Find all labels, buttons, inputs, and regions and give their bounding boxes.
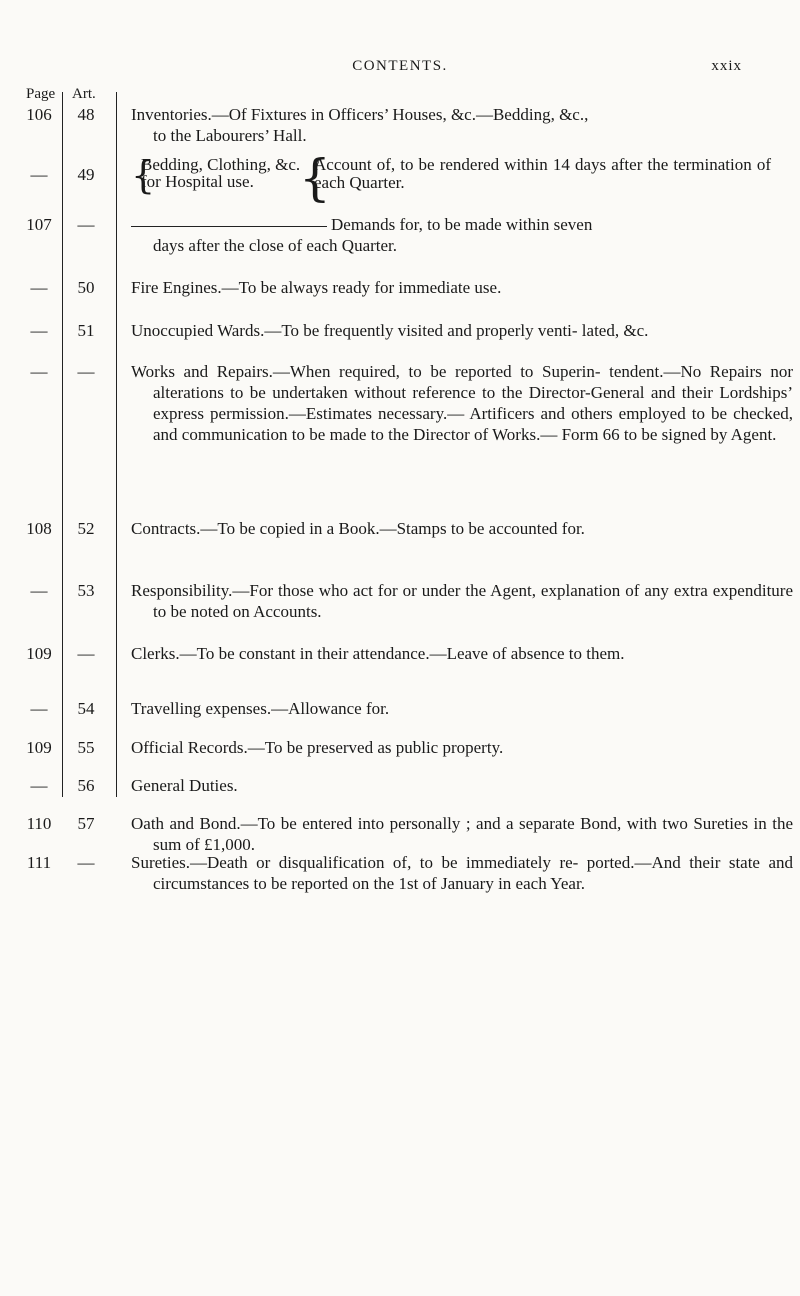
column-rule-right — [116, 92, 117, 797]
entry-text-cont: to the Labourers’ Hall. — [153, 126, 307, 145]
page-folio: xxix — [711, 58, 742, 74]
entry-text: Inventories.—Of Fixtures in Officers’ Houses, &c.—Bedding, &c., — [131, 105, 589, 124]
article-number: 48 — [77, 105, 95, 124]
page-number: 106 — [26, 105, 52, 124]
page-number: 108 — [26, 519, 52, 538]
left-brace-glyph: { — [131, 153, 156, 197]
entry-text: Responsibility.—For those who act for or under the Agent, explanation of any extra expenditure to be noted on Accounts. — [131, 581, 793, 621]
page-number: — — [30, 776, 48, 795]
page-number: — — [30, 699, 48, 718]
entry-text: Demands for, to be made within seven — [331, 215, 593, 234]
page-number: 109 — [26, 644, 52, 663]
page-number: 110 — [26, 814, 52, 833]
entry-text-cont: days after the close of each Quarter. — [153, 236, 398, 255]
page-number: — — [30, 362, 48, 381]
article-number: 49 — [77, 165, 95, 184]
entry-text: Oath and Bond.—To be entered into personally ; and a separate Bond, with two Sureties in the sum of £1,000. — [131, 814, 793, 854]
page-number: — — [30, 278, 48, 297]
entry-text: Unoccupied Wards.—To be frequently visited and properly venti- lated, &c. — [131, 321, 649, 340]
article-number: — — [77, 215, 95, 234]
page-number: — — [30, 165, 48, 184]
page-title: CONTENTS. — [352, 58, 448, 74]
entry-text: Clerks.—To be constant in their attendance.—Leave of absence to them. — [131, 644, 625, 663]
column-rule-left — [62, 92, 63, 797]
brace-subject-line1: Bedding, Clothing, &c. — [141, 155, 301, 174]
article-number: — — [77, 644, 95, 663]
entry-text: Official Records.—To be preserved as public property. — [131, 738, 504, 757]
page-number: — — [30, 581, 48, 600]
page-number: 107 — [26, 215, 52, 234]
entry-bedding-brace — [131, 149, 771, 216]
page-header — [0, 58, 800, 82]
article-number: 53 — [77, 581, 95, 600]
column-head-page: Page — [26, 86, 56, 102]
page-number: — — [30, 321, 48, 340]
right-brace-glyph: { — [299, 149, 331, 207]
article-number: 57 — [77, 814, 95, 833]
article-number: 54 — [77, 699, 95, 718]
entry-text: Works and Repairs.—When required, to be reported to Superin- tendent.—No Repairs nor alterations to be undertaken without reference to the Director-General and their Lordships’ express permission.—Estimates necessary.— Artificers and others employed to be checked, and communication to be made to the Director of Works.— Form 66 to be signed by Agent. — [131, 362, 793, 444]
article-number: 50 — [77, 278, 95, 297]
article-number: 56 — [77, 776, 95, 795]
brace-subject-line2: for Hospital use. — [141, 172, 254, 191]
article-number: 55 — [77, 738, 95, 757]
entry-text: Sureties.—Death or disqualification of, to be immediately re- ported.—And their state and circumstances to be reported on the 1st of January in each Year. — [131, 853, 793, 893]
entry-text: General Duties. — [131, 776, 238, 795]
entry-text: Contracts.—To be copied in a Book.—Stamps to be accounted for. — [131, 519, 585, 538]
article-number: 51 — [77, 321, 95, 340]
brace-account-text: Account of, to be rendered within 14 days after the termination of each Quarter. — [314, 155, 771, 192]
page-number: 111 — [26, 853, 52, 872]
page-number: 109 — [26, 738, 52, 757]
article-number: 52 — [77, 519, 95, 538]
column-head-art: Art. — [72, 86, 96, 102]
article-number: — — [77, 362, 95, 381]
article-number: — — [77, 853, 95, 872]
entry-text: Travelling expenses.—Allowance for. — [131, 699, 390, 718]
ditto-rule — [131, 226, 327, 227]
entry-text: Fire Engines.—To be always ready for immediate use. — [131, 278, 502, 297]
